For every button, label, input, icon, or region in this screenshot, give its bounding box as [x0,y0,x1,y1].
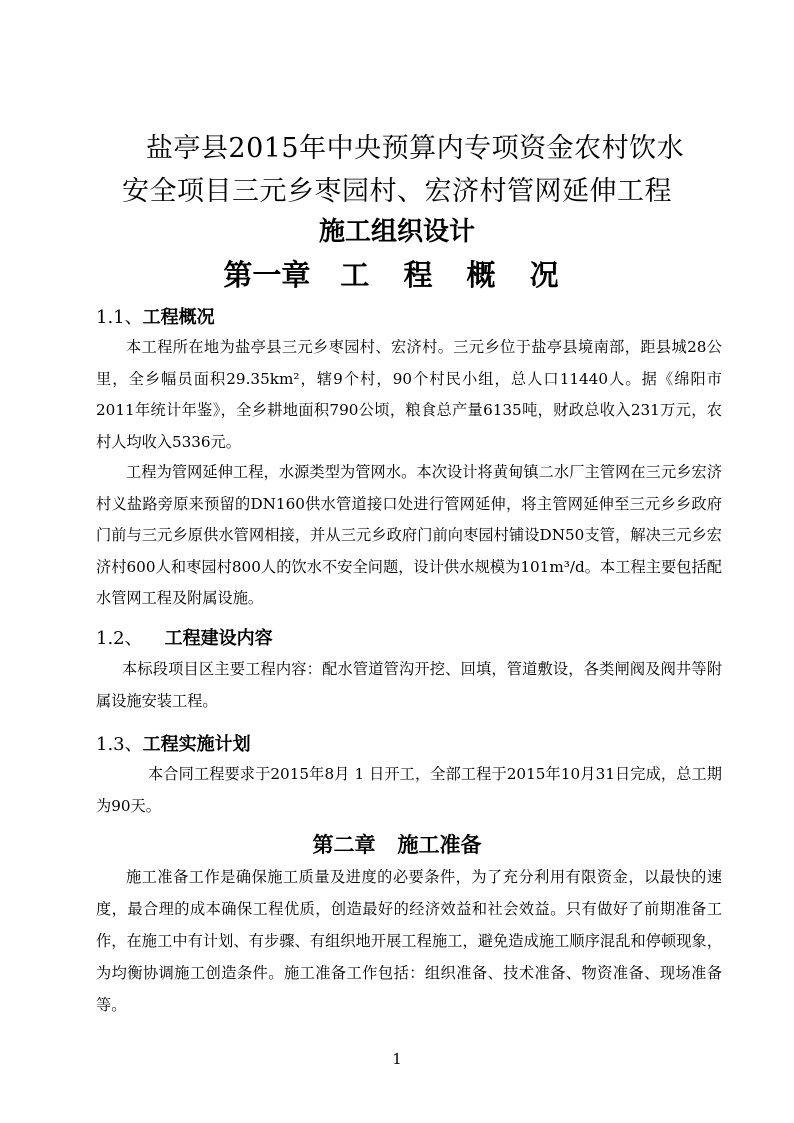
chapter-1-heading [0,253,794,294]
chapter-2-name: 施工准备 [397,833,482,857]
section-1-3-heading [96,730,251,756]
section-number: 1.3、 [96,734,143,755]
paragraph-schedule: 本合同工程要求于2015年8月 1 日开工，全部工程于2015年10月31日完成，总工期为90天。 [96,765,722,815]
page-number: 1 [392,1050,402,1068]
section-title: 工程概况 [142,307,215,328]
section-number: 1.1、 [96,307,143,328]
chapter-1-label: 第一章 [223,258,311,292]
section-number: 1.2、 [96,628,143,649]
chapter-1-name: 工 程 概 况 [340,258,571,292]
section-title: 工程建设内容 [164,628,273,649]
document-title-line-1: 盐亭县2015年中央预算内专项资金农村饮水 [145,133,685,164]
paragraph-preparation: 施工准备工作是确保施工质量及进度的必要条件，为了充分利用有限资金，以最快的速度，最合理的成本确保工程优质，创造最好的经济效益和社会效益。只有做好了前期准备工作，在施工中有计划、有步骤、有组织地开展工程施工，避免造成施工顺序混乱和停顿现象，为均衡协调施工创造条件。施工准备工作包括：组织准备、技术准备、物资准备、现场准备等。 [96,868,722,1014]
chapter-2-label: 第二章 [312,833,376,857]
paragraph-project-location: 本工程所在地为盐亭县三元乡枣园村、宏济村。三元乡位于盐亭县境南部，距县城28公里，全乡幅员面积29.35km²，辖9个村，90个村民小组，总人口11440人。据《绵阳市2011年统计年鉴》，全乡耕地面积790公顷，粮食总产量6135吨，财政总收入231万元，农村人均收入5336元。 [96,338,722,451]
section-1-2-heading [96,624,273,650]
paragraph-construction-content: 本标段项目区主要工程内容：配水管道管沟开挖、回填，管道敷设，各类闸阀及阀井等附属设施安装工程。 [96,660,722,710]
document-subtitle: 施工组织设计 [318,217,475,247]
paragraph-project-type: 工程为管网延伸工程，水源类型为管网水。本次设计将黄甸镇二水厂主管网在三元乡宏济村义盐路旁原来预留的DN160供水管道接口处进行管网延伸，将主管网延伸至三元乡乡政府门前与三元乡原供水管网相接，并从三元乡政府门前向枣园村铺设DN50支管，解决三元乡宏济村600人和枣园村800人的饮水不安全问题，设计供水规模为101m³/d。本工程主要包括配水管网工程及附属设施。 [96,463,722,607]
document-title-line-2: 安全项目三元乡枣园村、宏济村管网延伸工程 [122,176,672,207]
section-title: 工程实施计划 [142,734,251,755]
section-1-1-heading [96,303,215,329]
chapter-2-heading [0,829,794,859]
